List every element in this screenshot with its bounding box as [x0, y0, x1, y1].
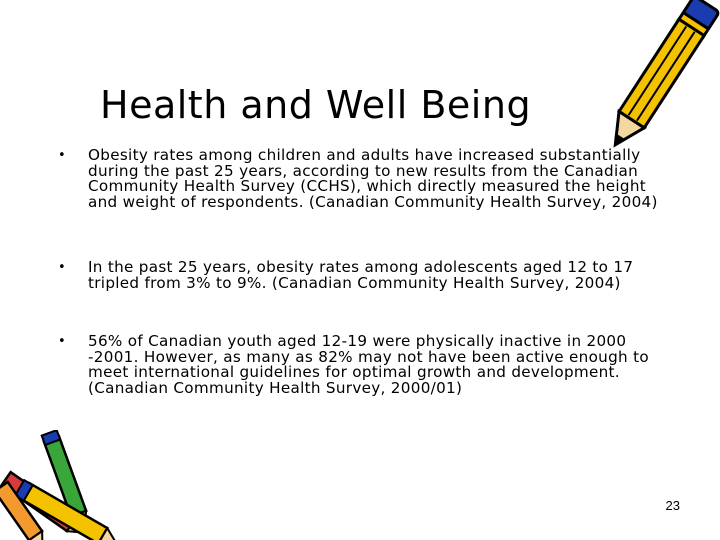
pencils-cluster-icon — [0, 430, 150, 540]
bullet-text: In the past 25 years, obesity rates among adolescents aged 12 to 17 tripled from 3% to 9%. (Canadian Community Health Survey, 2004) — [88, 258, 634, 292]
slide-title: Health and Well Being — [100, 83, 532, 127]
bullet-marker: • — [58, 148, 66, 163]
bullet-text: 56% of Canadian youth aged 12-19 were physically inactive in 2000 -2001. However, as many as 82% may not have been active enough to meet international guidelines for optimal growth and development. (Canadian Community Health Survey, 2000/01) — [88, 332, 649, 397]
bullet-text: Obesity rates among children and adults have increased substantially during the past 25 years, according to new results from the Canadian Community Health Survey (CCHS), which directly measured the height and weight of respondents. (Canadian Community Health Survey, 2004) — [88, 146, 658, 211]
bullet-marker: • — [58, 334, 66, 349]
bullet-marker: • — [58, 260, 66, 275]
pencil-icon — [590, 0, 720, 160]
page-number: 23 — [665, 498, 680, 513]
